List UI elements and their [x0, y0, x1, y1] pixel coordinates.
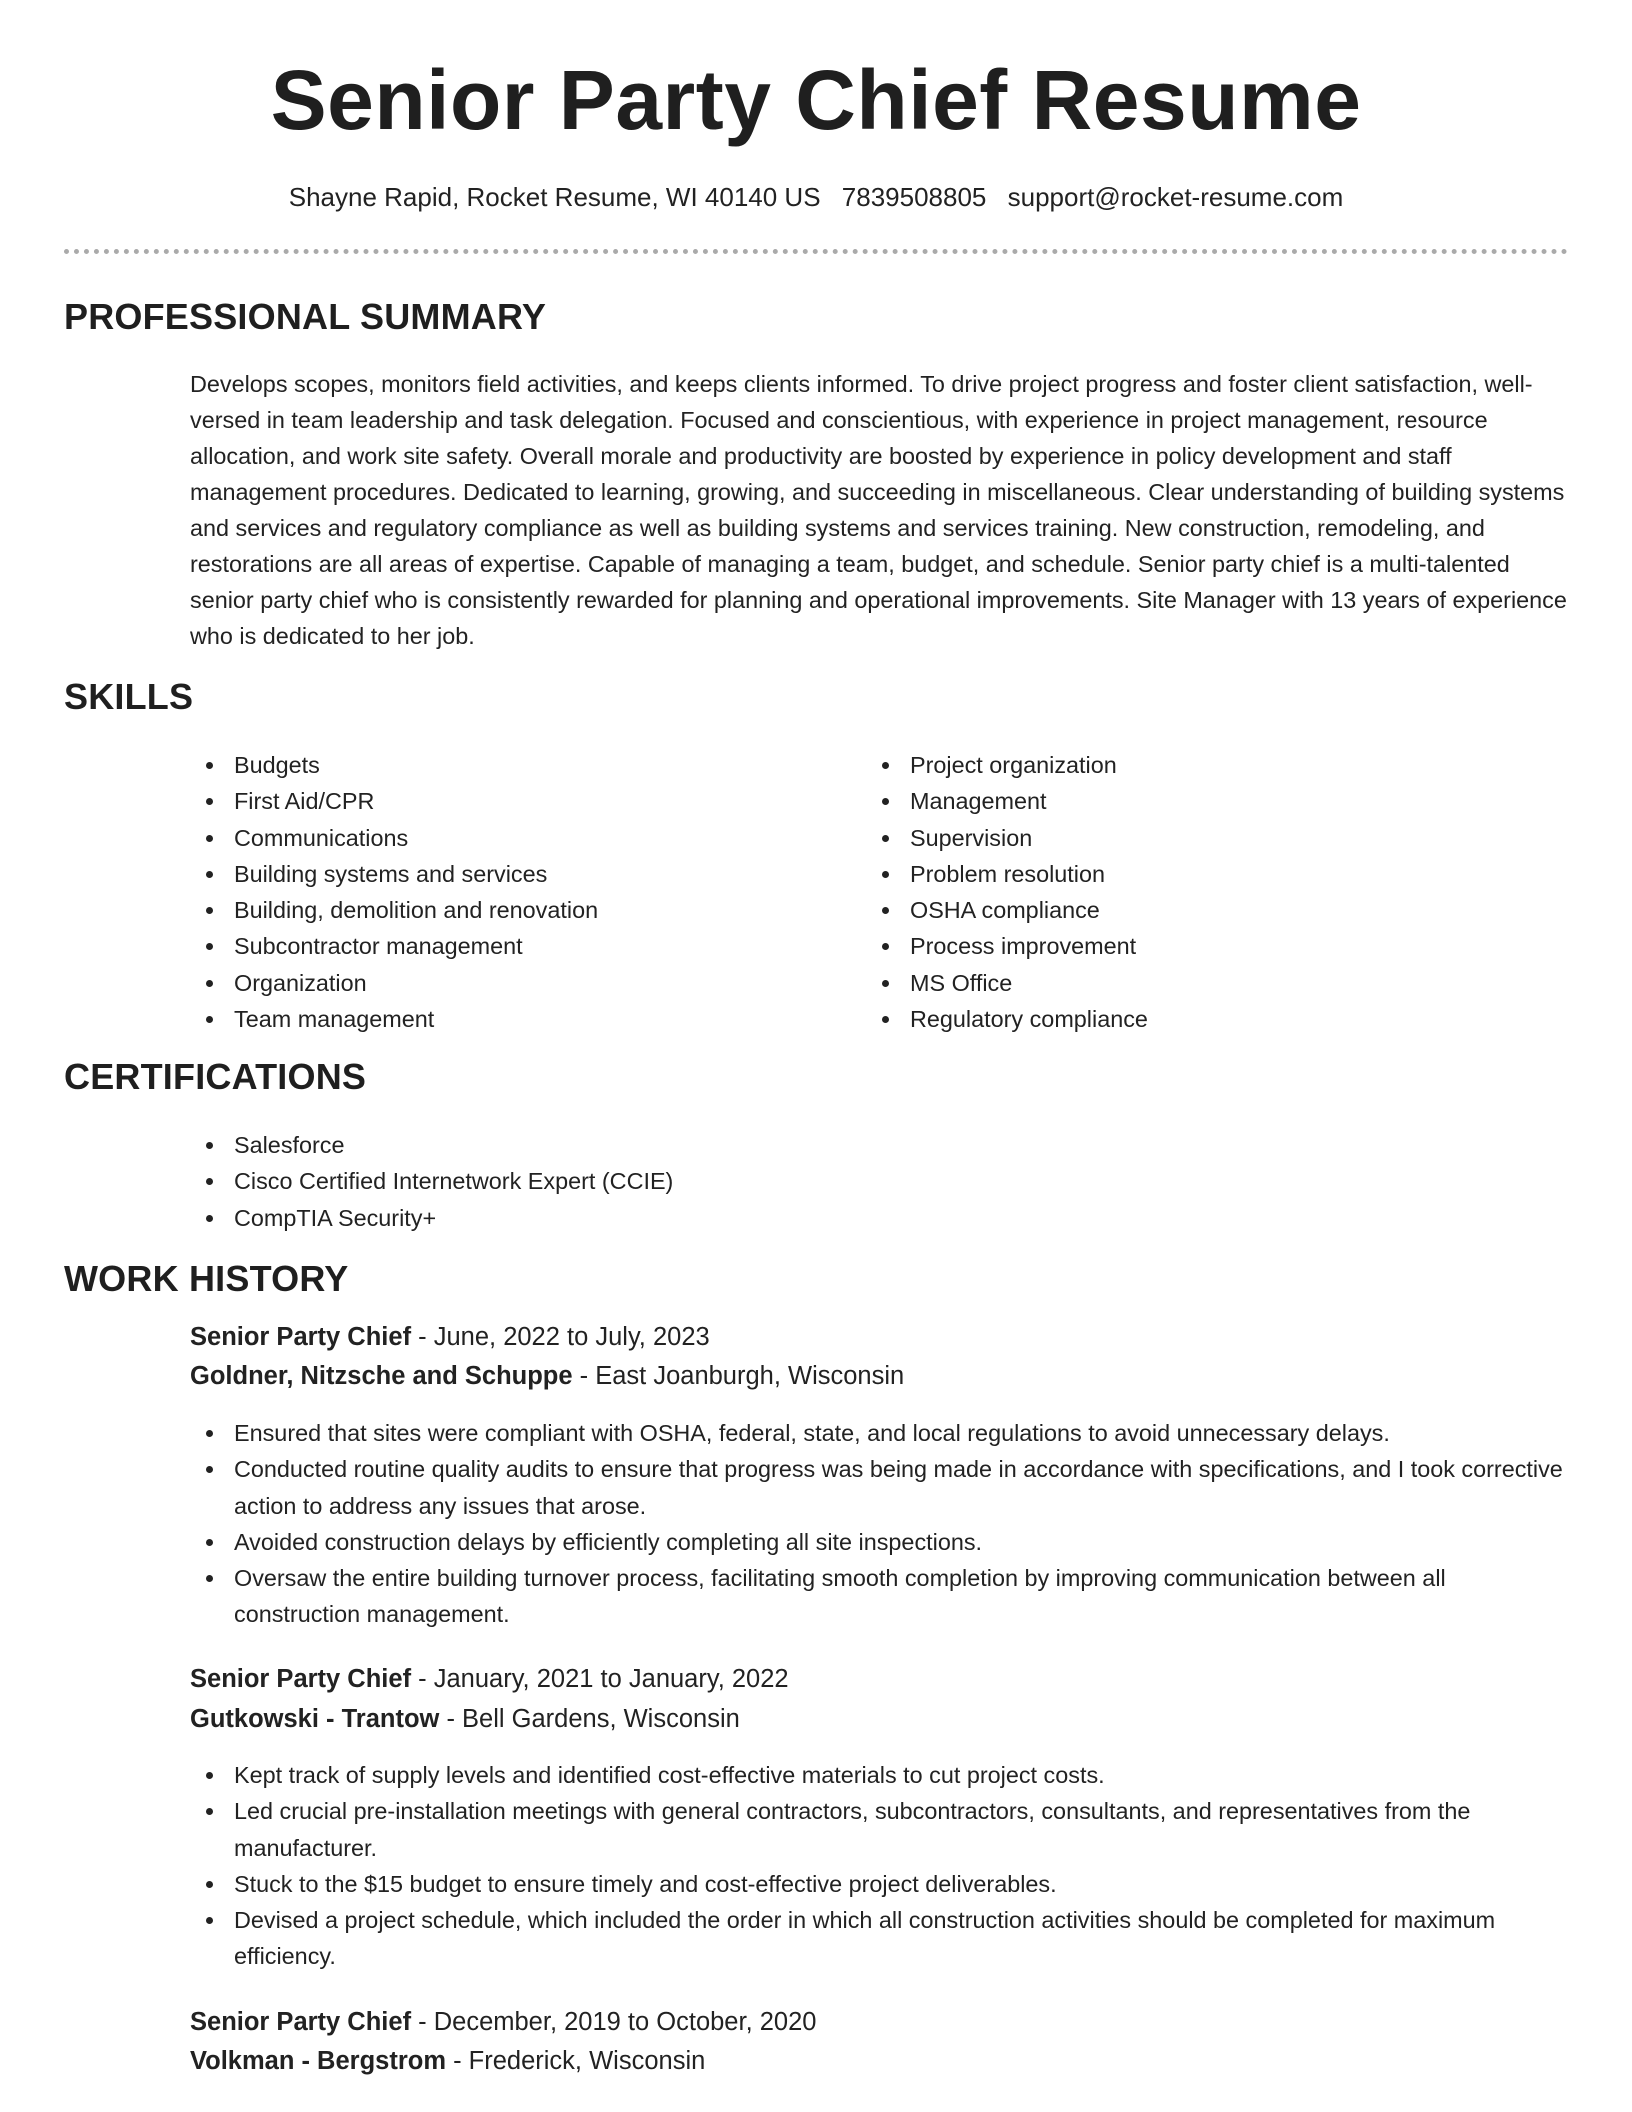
skill-item: Budgets [190, 747, 598, 783]
contact-phone: 7839508805 [841, 182, 987, 212]
job-bullet: Oversaw the entire building turnover process, facilitating smooth completion by improving communication between all construction management. [190, 1560, 1570, 1633]
skill-item: Team management [190, 1001, 598, 1037]
job-title: Senior Party Chief [190, 1665, 412, 1693]
job-title: Senior Party Chief [190, 1323, 412, 1351]
work-history-heading: WORK HISTORY [64, 1258, 349, 1299]
job-title-line [190, 1323, 710, 1352]
job-bullet: Ensured that sites were compliant with OSHA, federal, state, and local regulations to avoid unnecessary delays. [190, 1415, 1570, 1451]
certification-item: Salesforce [190, 1127, 1570, 1163]
skill-item: MS Office [866, 965, 1148, 1001]
job-dates: - January, 2021 to January, 2022 [411, 1665, 789, 1693]
contact-address: Shayne Rapid, Rocket Resume, WI 40140 US [288, 182, 821, 212]
job-bullet: Devised a project schedule, which included the order in which all construction activities should be completed for maximum efficiency. [190, 1902, 1570, 1975]
job-bullet: Conducted routine quality audits to ensure that progress was being made in accordance with specifications, and I took corrective action to address any issues that arose. [190, 1451, 1570, 1524]
job-company-line [190, 1362, 904, 1391]
certifications-list [190, 1127, 1570, 1236]
job-bullet: Kept track of supply levels and identified cost-effective materials to cut project costs. [190, 1757, 1570, 1793]
job-bullets [190, 1757, 1570, 1975]
skills-list-left [190, 747, 598, 1037]
job-location: - East Joanburgh, Wisconsin [572, 1362, 905, 1390]
job-company: Volkman - Bergstrom [190, 2047, 446, 2075]
summary-heading: PROFESSIONAL SUMMARY [64, 296, 547, 337]
contact-line [0, 182, 1632, 213]
job-bullet: Led crucial pre-installation meetings with general contractors, subcontractors, consultants, and representatives from the manufacturer. [190, 1793, 1570, 1866]
skills-heading: SKILLS [64, 676, 194, 717]
job-title-line [190, 2008, 816, 2037]
job-location: - Frederick, Wisconsin [446, 2047, 706, 2075]
skill-item: Supervision [866, 820, 1148, 856]
job-title: Senior Party Chief [190, 2008, 412, 2036]
header-divider [64, 249, 1568, 254]
job-company-line [190, 1705, 740, 1734]
skill-item: Process improvement [866, 928, 1148, 964]
skill-item: Problem resolution [866, 856, 1148, 892]
page-title: Senior Party Chief Resume [270, 53, 1362, 147]
skill-item: First Aid/CPR [190, 783, 598, 819]
job-company: Goldner, Nitzsche and Schuppe [190, 1362, 573, 1390]
job-title-line [190, 1665, 789, 1694]
skill-item: Project organization [866, 747, 1148, 783]
job-bullets [190, 1415, 1570, 1633]
job-dates: - December, 2019 to October, 2020 [411, 2008, 817, 2036]
job-company: Gutkowski - Trantow [190, 1705, 440, 1733]
job-dates: - June, 2022 to July, 2023 [411, 1323, 710, 1351]
certification-item: Cisco Certified Internetwork Expert (CCIE) [190, 1163, 1570, 1199]
job-bullet: Avoided construction delays by efficiently completing all site inspections. [190, 1524, 1570, 1560]
skill-item: Communications [190, 820, 598, 856]
skill-item: Building, demolition and renovation [190, 892, 598, 928]
certifications-heading: CERTIFICATIONS [64, 1056, 367, 1097]
skill-item: Building systems and services [190, 856, 598, 892]
skill-item: Regulatory compliance [866, 1001, 1148, 1037]
skill-item: Subcontractor management [190, 928, 598, 964]
skill-item: Management [866, 783, 1148, 819]
skill-item: OSHA compliance [866, 892, 1148, 928]
skill-item: Organization [190, 965, 598, 1001]
contact-email: support@rocket-resume.com [1007, 182, 1344, 212]
job-bullet: Stuck to the $15 budget to ensure timely and cost-effective project deliverables. [190, 1866, 1570, 1902]
summary-text: Develops scopes, monitors field activities, and keeps clients informed. To drive project progress and foster client satisfaction, well-versed in team leadership and task delegation. Focused and conscientious, with experience in project management, resource allocation, and work site safety. Overall morale and productivity are boosted by experience in policy development and staff management procedures. Dedicated to learning, growing, and succeeding in miscellaneous. Clear understanding of building systems and services and regulatory compliance as well as building systems and services training. New construction, remodeling, and restorations are all areas of expertise. Capable of managing a team, budget, and schedule. Senior party chief is a multi-talented senior party chief who is consistently rewarded for planning and operational improvements. Site Manager with 13 years of experience who is dedicated to her job. [190, 371, 1567, 649]
job-location: - Bell Gardens, Wisconsin [439, 1705, 740, 1733]
job-company-line [190, 2047, 705, 2076]
skills-list-right [866, 747, 1148, 1037]
certification-item: CompTIA Security+ [190, 1200, 1570, 1236]
